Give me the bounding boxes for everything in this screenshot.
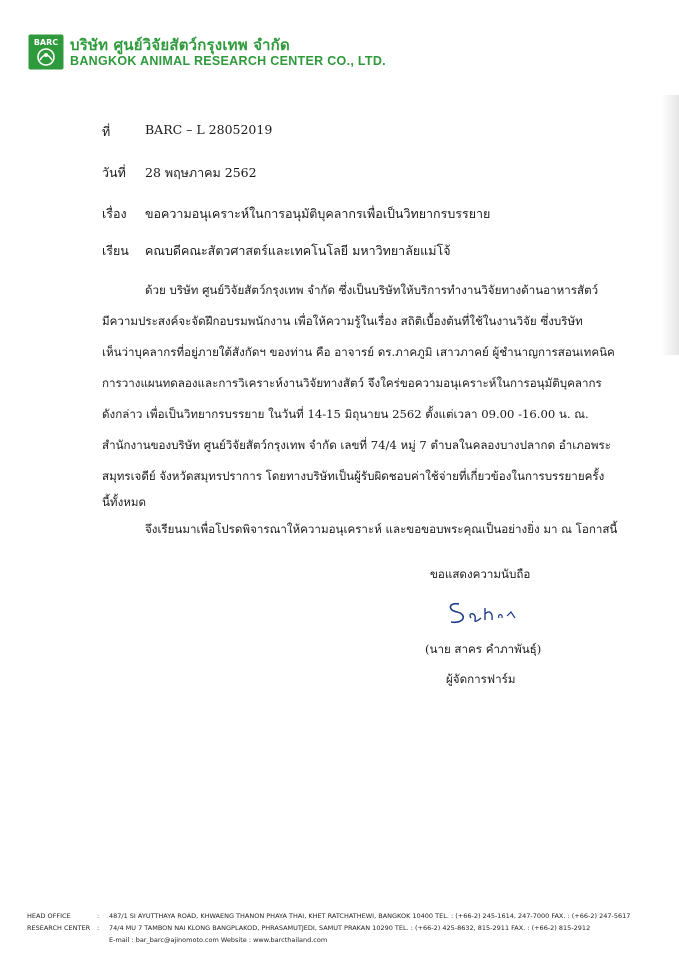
body-line: นี้ทั้งหมด (102, 495, 147, 509)
head-office-label: HEAD OFFICE (27, 912, 71, 920)
signatory-position: ผู้จัดการฟาร์ม (446, 672, 516, 686)
footer-research-center: RESEARCH CENTER : 74/4 MU 7 TAMBON NAI KLONG BANGPLAKOD, PHRASAMUTJEDI, SAMUT PRAKAN 10290 TEL. : (+66-2) 425-8632, 815-2911 FAX. : (+66-2) 815-2912 (27, 924, 591, 932)
reference-label: ที่ (102, 124, 111, 139)
date-label: วันที่ (102, 165, 126, 180)
company-name-thai: บริษัท ศูนย์วิจัยสัตว์กรุงเทพ จำกัด (70, 36, 290, 54)
body-line: สมุทรเจดีย์ จังหวัดสมุทรปราการ โดยทางบริษัทเป็นผู้รับผิดชอบค่าใช้จ่ายที่เกี่ยวข้องในการบรรยายครั้ง (102, 469, 605, 483)
footer-head-office: HEAD OFFICE : 487/1 SI AYUTTHAYA ROAD, KHWAENG THANON PHAYA THAI, KHET RATCHATHEWI, BANGKOK 10400 TEL. : (+66-2) 245-1614, 247-7000 FAX. : (+66-2) 247-5617 (27, 912, 631, 920)
body-line: ดังกล่าว เพื่อเป็นวิทยากรบรรยาย ในวันที่ 14-15 มิถุนายน 2562 ตั้งแต่เวลา 09.00 -16.00 น. ณ. (102, 407, 589, 421)
reference-value: BARC – L 28052019 (145, 122, 273, 137)
body-line: เห็นว่าบุคลากรที่อยู่ภายใต้สังกัดฯ ของท่าน คือ อาจารย์ ดร.ภาคภูมิ เสาวภาคย์ ผู้ชำนาญการสอนเทคนิค (102, 345, 615, 359)
closing-salutation: ขอแสดงความนับถือ (430, 567, 531, 581)
body-line: สำนักงานของบริษัท ศูนย์วิจัยสัตว์กรุงเทพ จำกัด เลขที่ 74/4 หมู่ 7 ตำบลในคลองบางปลากด อำเภอพระ (102, 438, 611, 452)
head-office-address: 487/1 SI AYUTTHAYA ROAD, KHWAENG THANON PHAYA THAI, KHET RATCHATHEWI, BANGKOK 10400 TEL. : (+66-2) 245-1614, 247-7000 FAX. : (+66-2) 247-5617 (109, 912, 631, 920)
recipient-label: เรียน (102, 243, 129, 258)
research-center-address: 74/4 MU 7 TAMBON NAI KLONG BANGPLAKOD, PHRASAMUTJEDI, SAMUT PRAKAN 10290 TEL. : (+66-2) 425-8632, 815-2911 FAX. : (+66-2) 815-2912 (109, 924, 591, 932)
footer-contact: E-mail : bar_barc@ajinomoto.com Website : www.barcthailand.com (109, 936, 328, 944)
body-line: ด้วย บริษัท ศูนย์วิจัยสัตว์กรุงเทพ จำกัด ซึ่งเป็นบริษัทให้บริการทำงานวิจัยทางด้านอาหารสัตว์ (145, 283, 599, 297)
body-line: มีความประสงค์จะจัดฝึกอบรมพนักงาน เพื่อให้ความรู้ในเรื่อง สถิติเบื้องต้นที่ใช้ในงานวิจัย ซึ่งบริษัท (102, 314, 583, 328)
barc-logo-icon (28, 34, 64, 70)
subject-value: ขอความอนุเคราะห์ในการอนุมัติบุคลากรเพื่อเป็นวิทยากรบรรยาย (145, 206, 491, 221)
recipient-value: คณบดีคณะสัตวศาสตร์และเทคโนโลยี มหาวิทยาลัยแม่โจ้ (145, 243, 451, 258)
scan-edge-shadow (661, 95, 679, 355)
date-value: 28 พฤษภาคม 2562 (145, 165, 257, 180)
signatory-name: (นาย สาคร คำภาพันธุ์) (425, 642, 542, 656)
company-name-english: BANGKOK ANIMAL RESEARCH CENTER CO., LTD. (70, 54, 386, 68)
subject-label: เรื่อง (102, 206, 127, 221)
research-center-label: RESEARCH CENTER (27, 924, 91, 932)
logo-text: BARC (33, 38, 59, 47)
body-line: การวางแผนทดลองและการวิเคราะห์งานวิจัยทางสัตว์ จึงใคร่ขอความอนุเคราะห์ในการอนุมัติบุคลากร (102, 376, 602, 390)
signature-image (445, 596, 525, 628)
closing-paragraph: จึงเรียนมาเพื่อโปรดพิจารณาให้ความอนุเคราะห์ และขอขอบพระคุณเป็นอย่างยิ่ง มา ณ โอกาสนี้ (145, 522, 618, 536)
